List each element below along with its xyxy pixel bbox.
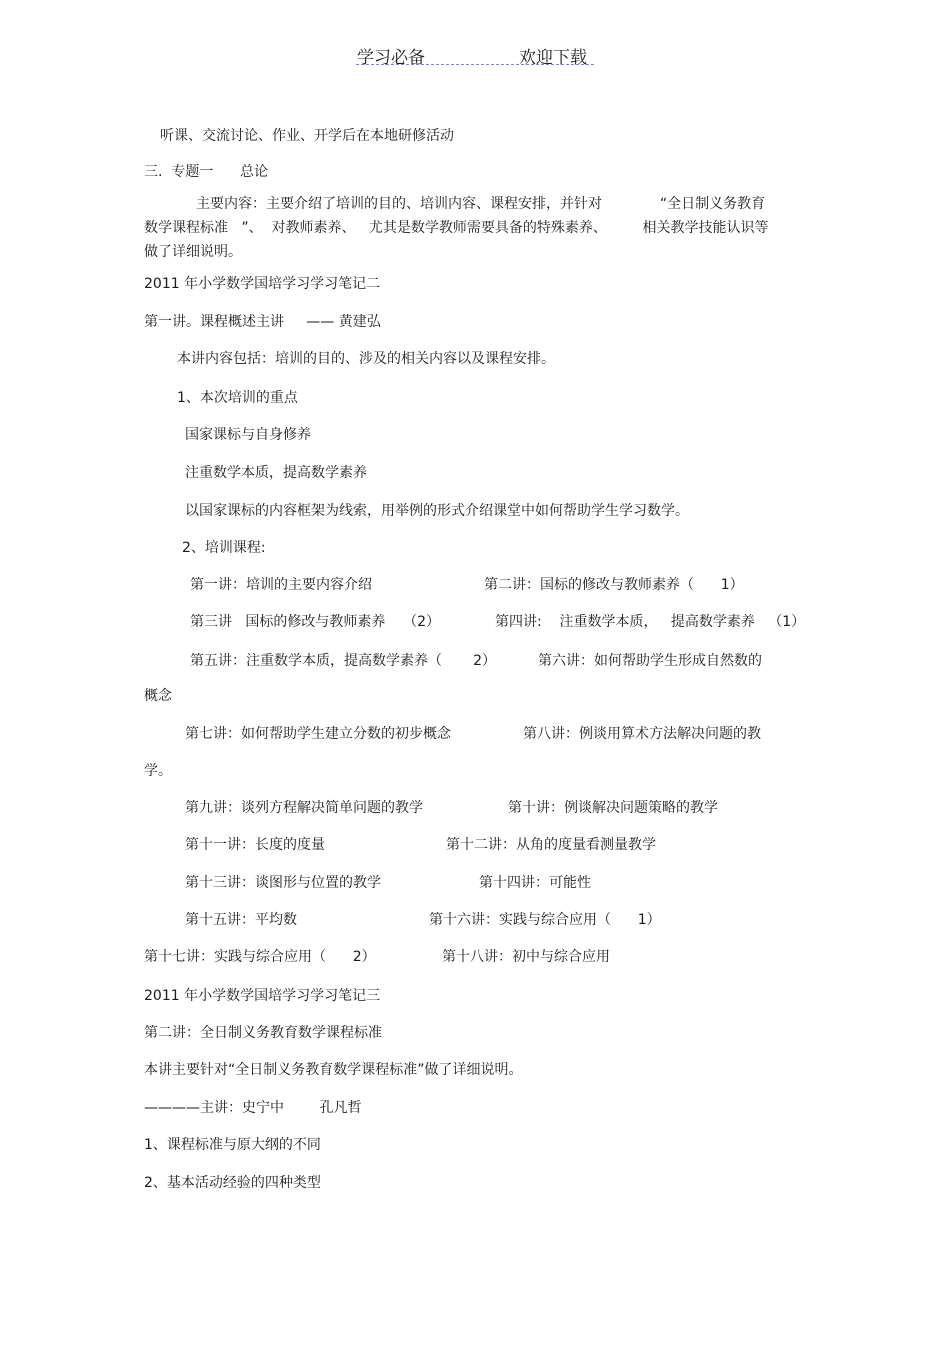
lecture-item: 第二讲：国标的修改与教师素养（ 1） <box>484 577 744 593</box>
text-line: 本讲主要针对“全日制义务教育数学课程标准”做了详细说明。 <box>144 1062 523 1078</box>
header-left-text: 学习必备 <box>357 48 425 68</box>
list-item: 2、培训课程: <box>182 540 266 556</box>
lecture-item: 第八讲：例谈用算术方法解决问题的教 <box>523 726 761 742</box>
lecture-item: 第十四讲：可能性 <box>479 875 591 891</box>
note-title: 2011 年小学数学国培学习学习笔记二 <box>144 276 381 292</box>
text-line: 学。 <box>144 763 172 779</box>
list-item: 2、基本活动经验的四种类型 <box>144 1175 321 1191</box>
lecture-item: 第三讲 国标的修改与教师素养 （2） <box>190 614 441 630</box>
list-item: 1、本次培训的重点 <box>177 390 298 406</box>
lecture-item: 第一讲：培训的主要内容介绍 <box>190 577 372 593</box>
lecture-item: 第五讲：注重数学本质，提高数学素养（ 2） <box>190 653 497 669</box>
text-line: 国家课标与自身修养 <box>185 427 311 443</box>
header-right-text: 欢迎下载 <box>519 48 587 68</box>
note-title: 2011 年小学数学国培学习学习笔记三 <box>144 988 381 1004</box>
text-line: 概念 <box>144 688 172 704</box>
lecture-title: 第二讲：全日制义务教育数学课程标准 <box>144 1025 382 1041</box>
text-line: 数学课程标准 ”、 对教师素养、 尤其是数学教师需要具备的特殊素养、 相关教学技能认识等 <box>144 220 769 236</box>
lecture-item: 第十二讲：从角的度量看测量教学 <box>446 837 656 853</box>
lecture-item: 第十八讲：初中与综合应用 <box>442 949 610 965</box>
text-line: 做了详细说明。 <box>144 244 242 260</box>
lecture-item: 第七讲：如何帮助学生建立分数的初步概念 <box>185 726 451 742</box>
lecture-title: 第一讲。课程概述主讲 —— 黄建弘 <box>144 314 381 330</box>
lecture-item: 第十讲：例谈解决问题策略的教学 <box>508 800 718 816</box>
lecture-item: 第十七讲：实践与综合应用（ 2） <box>144 949 376 965</box>
lecture-item: 第六讲：如何帮助学生形成自然数的 <box>538 653 762 669</box>
text-line: 听课、交流讨论、作业、开学后在本地研修活动 <box>160 128 454 144</box>
lecture-item: 第十五讲：平均数 <box>185 912 297 928</box>
lecture-item: 第九讲：谈列方程解决简单问题的教学 <box>185 800 423 816</box>
header-underline <box>356 64 594 65</box>
text-line: 本讲内容包括：培训的目的、涉及的相关内容以及课程安排。 <box>177 351 555 367</box>
lecture-item: 第十一讲：长度的度量 <box>185 837 325 853</box>
lecture-item: 第四讲: 注重数学本质， 提高数学素养 （1） <box>495 614 806 630</box>
speaker-line: ————主讲：史宁中 孔凡哲 <box>144 1100 362 1116</box>
lecture-item: 第十六讲：实践与综合应用（ 1） <box>429 912 661 928</box>
lecture-item: 第十三讲：谈图形与位置的教学 <box>185 875 381 891</box>
text-line: 以国家课标的内容框架为线索，用举例的形式介绍课堂中如何帮助学生学习数学。 <box>185 503 689 519</box>
section-heading: 三. 专题一 总论 <box>144 164 269 180</box>
list-item: 1、课程标准与原大纲的不同 <box>144 1137 321 1153</box>
text-line: 主要内容：主要介绍了培训的目的、培训内容、课程安排，并针对 “全日制义务教育 <box>196 196 766 212</box>
text-line: 注重数学本质，提高数学素养 <box>185 465 367 481</box>
